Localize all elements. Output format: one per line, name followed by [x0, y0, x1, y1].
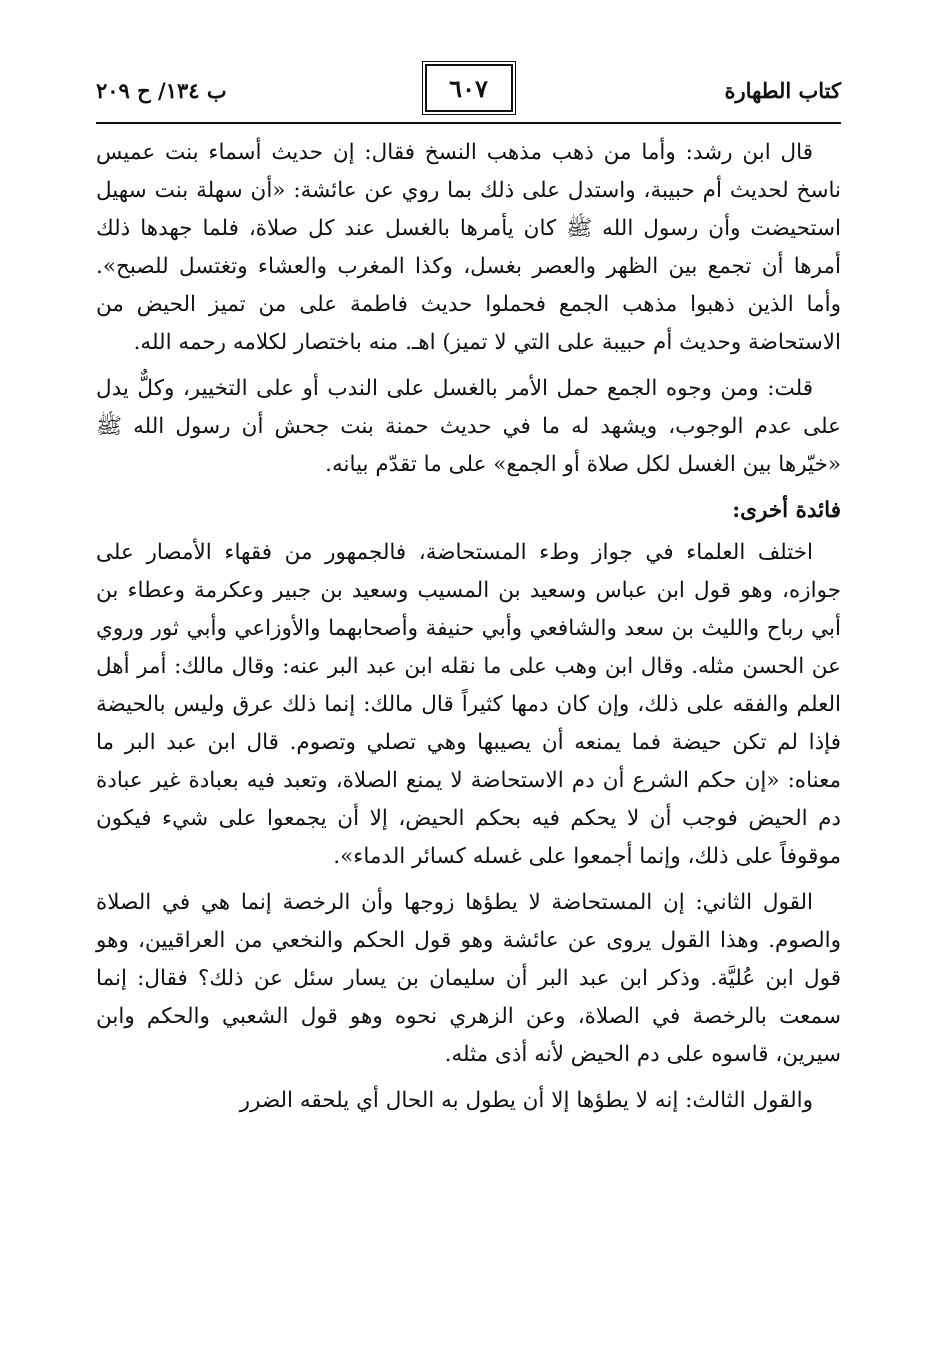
book-page	[96, 58, 841, 1298]
paragraph-ibn-rushd: قال ابن رشد: وأما من ذهب مذهب النسخ فقال: إن حديث أسماء بنت عميس ناسخ لحديث أم حبيبة، واستدل على ذلك بما روي عن عائشة: «أن سهلة بنت سهيل استحيضت وأن رسول الله ﷺ كان يأمرها بالغسل عند كل صلاة، فلما جهدها ذلك أمرها أن تجمع بين الظهر والعصر بغسل، وكذا المغرب والعشاء وتغتسل للصبح». وأما الذين ذهبوا مذهب الجمع فحملوا حديث فاطمة على من تميز الحيض من الاستحاضة وحديث أم حبيبة على التي لا تميز) اهـ. منه باختصار لكلامه رحمه الله.	[96, 140, 841, 355]
manuscript-reference: ب ١٣٤/ ح ٢٠٩	[96, 78, 227, 103]
paragraph-third-opinion: والقول الثالث: إنه لا يطؤها إلا أن يطول به الحال أي يلحقه الضرر	[239, 1088, 813, 1113]
page-header	[96, 58, 841, 124]
page-number: ٦٠٧	[425, 64, 513, 112]
paragraph-first-opinion: اختلف العلماء في جواز وطء المستحاضة، فالجمهور من فقهاء الأمصار على جوازه، وهو قول ابن عباس وسعيد بن المسيب وسعيد بن جبير وعكرمة وعطاء بن أبي رباح والليث بن سعد والشافعي وأبي حنيفة وأصحابهما والأوزاعي وأبي ثور وروي عن الحسن مثله. وقال ابن وهب على ما نقله ابن عبد البر عنه: وقال مالك: أمر أهل العلم والفقه على ذلك، وإن كان دمها كثيراً قال مالك: إنما ذلك عرق وليس بالحيضة فإذا لم تكن حيضة فما يمنعه أن يصيبها وهي تصلي وتصوم. قال ابن عبد البر ما معناه: «إن حكم الشرع أن دم الاستحاضة لا يمنع الصلاة، وتعبد فيه بعبادة غير عبادة دم الحيض فوجب أن لا يحكم فيه بحكم الحيض، إلا أن يجمعوا على شيء فيكون موقوفاً على ذلك، وإنما أجمعوا على غسله كسائر الدماء».	[96, 540, 841, 869]
section-heading: فائدة أخرى:	[732, 498, 841, 523]
chapter-title: كتاب الطهارة	[724, 78, 841, 103]
paragraph-second-opinion: القول الثاني: إن المستحاضة لا يطؤها زوجها وأن الرخصة إنما هي في الصلاة والصوم. وهذا القول يروى عن عائشة وهو قول الحكم والنخعي من العراقيين، وهو قول ابن عُليَّة. وذكر ابن عبد البر أن سليمان بن يسار سئل عن ذلك؟ فقال: إنما سمعت بالرخصة في الصلاة، وعن الزهري نحوه وهو قول الشعبي والحكم وابن سيرين، قاسوه على دم الحيض لأنه أذى مثله.	[96, 890, 841, 1067]
page-body	[96, 134, 841, 1120]
paragraph-qultu: قلت: ومن وجوه الجمع حمل الأمر بالغسل على الندب أو على التخيير، وكلٌّ يدل على عدم الوجوب، ويشهد له ما في حديث حمنة بنت جحش أن رسول الله ﷺ «خيّرها بين الغسل لكل صلاة أو الجمع» على ما تقدّم بيانه.	[96, 376, 841, 477]
